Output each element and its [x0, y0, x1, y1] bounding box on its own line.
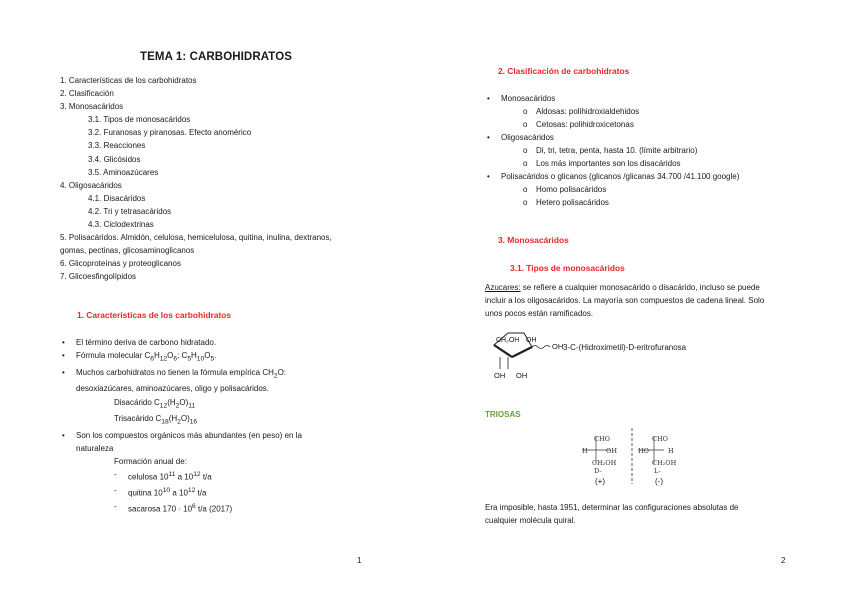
section-3-1-heading: 3.1. Tipos de monosacáridos — [510, 263, 625, 273]
list-item: - quitina $10^{10}$ a $10^{12}$ t/a — [60, 484, 370, 500]
toc-item: 4. Oligosacáridos — [60, 180, 122, 190]
azucares-paragraph: Azucares: se refiere a cualquier monosacárido o disacárido, incluso se puede incluir a los oligosacáridos. La mayoría son compuestos de cadena lineal. Solo unos pocos están ramificados. — [485, 283, 765, 319]
trisacarido-formula: Trisacárido $C_{18}(H_2O)_{16}$ — [114, 414, 198, 426]
furanose-structure — [480, 323, 570, 385]
fischer-cho: CHO — [652, 435, 668, 443]
oh-label: OH — [516, 371, 528, 380]
oh-label: OH — [526, 337, 537, 344]
fischer-h: H — [582, 447, 588, 455]
fischer-l: L- — [654, 467, 661, 475]
production-list — [60, 468, 370, 515]
fischer-ch2oh: CH₂OH — [652, 459, 677, 467]
toc-item: 3.4. Glicósidos — [88, 154, 141, 164]
fischer-ho: HO — [638, 447, 649, 455]
sub-item: o Aldosas: polihidroxialdehidos — [485, 105, 835, 118]
disacarido-formula: Disacárido $C_{12}(H_2O)_{11}$ — [114, 397, 196, 410]
toc-item: 5. Polisacáridos. Almidón, celulosa, hemicelulosa, quitina, inulina, dextranos, — [60, 233, 332, 243]
oh-label: OH — [494, 371, 506, 380]
molecule-name: 3-C-(Hidroximetil)-D-eritrofuranosa — [563, 343, 687, 352]
toc-item: gomas, pectinas, glicosaminoglicanos — [60, 246, 195, 256]
document-title: TEMA 1: CARBOHIDRATOS — [140, 51, 293, 63]
sub-item: o Homo polisacáridos — [485, 183, 835, 196]
sub-item: o Cetosas: polihidroxicetonas — [485, 118, 835, 131]
toc-item: 2. Clasificación — [60, 89, 114, 99]
section-3-heading: 3. Monosacáridos — [498, 235, 569, 245]
bullet-item: • Monosacáridos — [485, 92, 835, 105]
section-1-heading: 1. Características de los carbohidratos — [77, 310, 232, 320]
toc-item: 3.1. Tipos de monosacáridos — [88, 115, 191, 125]
toc-item: 3. Monosacáridos — [60, 102, 124, 112]
fischer-d: D- — [594, 467, 602, 475]
fischer-lines — [574, 426, 664, 486]
toc-item: 4.3. Ciclodextrinas — [88, 220, 154, 230]
section-1-bullets — [60, 336, 370, 515]
fischer-cho: CHO — [594, 435, 610, 443]
levorotatory-sign: (-) — [655, 477, 663, 486]
bullet-item: • Polisacáridos o glicanos (glicanos /glicanas 34.700 /41.100 google) — [485, 170, 835, 183]
toc-item: 3.5. Aminoazúcares — [88, 167, 159, 177]
sub-item: o Di, tri, tetra, penta, hasta 10. (límite arbitrario) — [485, 144, 835, 157]
bullet-item: • Muchos carbohidratos no tienen la fórmula empírica $CH_2O$: desoxiazúcares, aminoazúcares, oligo y polisacáridos. — [60, 366, 370, 396]
bullet-item — [60, 336, 370, 349]
formacion-anual: Formación anual de: — [114, 457, 187, 467]
page-number: 1 — [357, 556, 362, 565]
classification-list — [485, 92, 835, 209]
table-of-contents — [60, 74, 380, 284]
bullet-item: • Oligosacáridos — [485, 131, 835, 144]
toc-item: 3.2. Furanosas y piranosas. Efecto anomérico — [88, 128, 252, 138]
toc-item: 7. Glicoesfingolípidos — [60, 272, 137, 282]
toc-item: 4.1. Disacáridos — [88, 193, 146, 203]
list-item: - sacarosa $170 \cdot 10^6$ t/a (2017) — [60, 500, 370, 516]
page-number: 2 — [781, 556, 786, 565]
toc-item: 6. Glicoproteínas y proteoglicanos — [60, 259, 181, 269]
toc-item: 1. Características de los carbohidratos — [60, 76, 197, 85]
triosas-heading: TRIOSAS — [485, 410, 521, 419]
ch2oh-label: CH₂OH — [496, 337, 520, 344]
dextrorotatory-sign: (+) — [595, 477, 605, 486]
section-2-heading: 2. Clasificación de carbohidratos — [498, 66, 630, 76]
toc-item: 4.2. Tri y tetrasacáridos — [88, 206, 172, 216]
fischer-h: H — [668, 447, 674, 455]
closing-paragraph: Era imposible, hasta 1951, determinar las configuraciones absolutas de cualquier molécula quiral. — [485, 503, 739, 526]
list-item: - celulosa $10^{11}$ a $10^{12}$ t/a — [60, 468, 370, 484]
bullet-item: • Son los compuestos orgánicos más abundantes (en peso) en la naturaleza — [60, 429, 370, 455]
sub-item: o Los más importantes son los disacáridos — [485, 157, 835, 170]
fischer-ch2oh: CH₂OH — [592, 459, 617, 467]
sub-item: o Hetero polisacáridos — [485, 196, 835, 209]
fischer-oh: OH — [606, 447, 617, 455]
oh-label: OH — [552, 342, 564, 351]
bullet-text: El término deriva de carbono hidratado. — [76, 338, 217, 347]
bullet-item: • Fórmula molecular $C_6H_{12}O_6$; $C_5H_{10}O_5$. — [60, 349, 370, 366]
page-2 — [424, 0, 848, 599]
toc-item: 3.3. Reacciones — [88, 141, 146, 151]
